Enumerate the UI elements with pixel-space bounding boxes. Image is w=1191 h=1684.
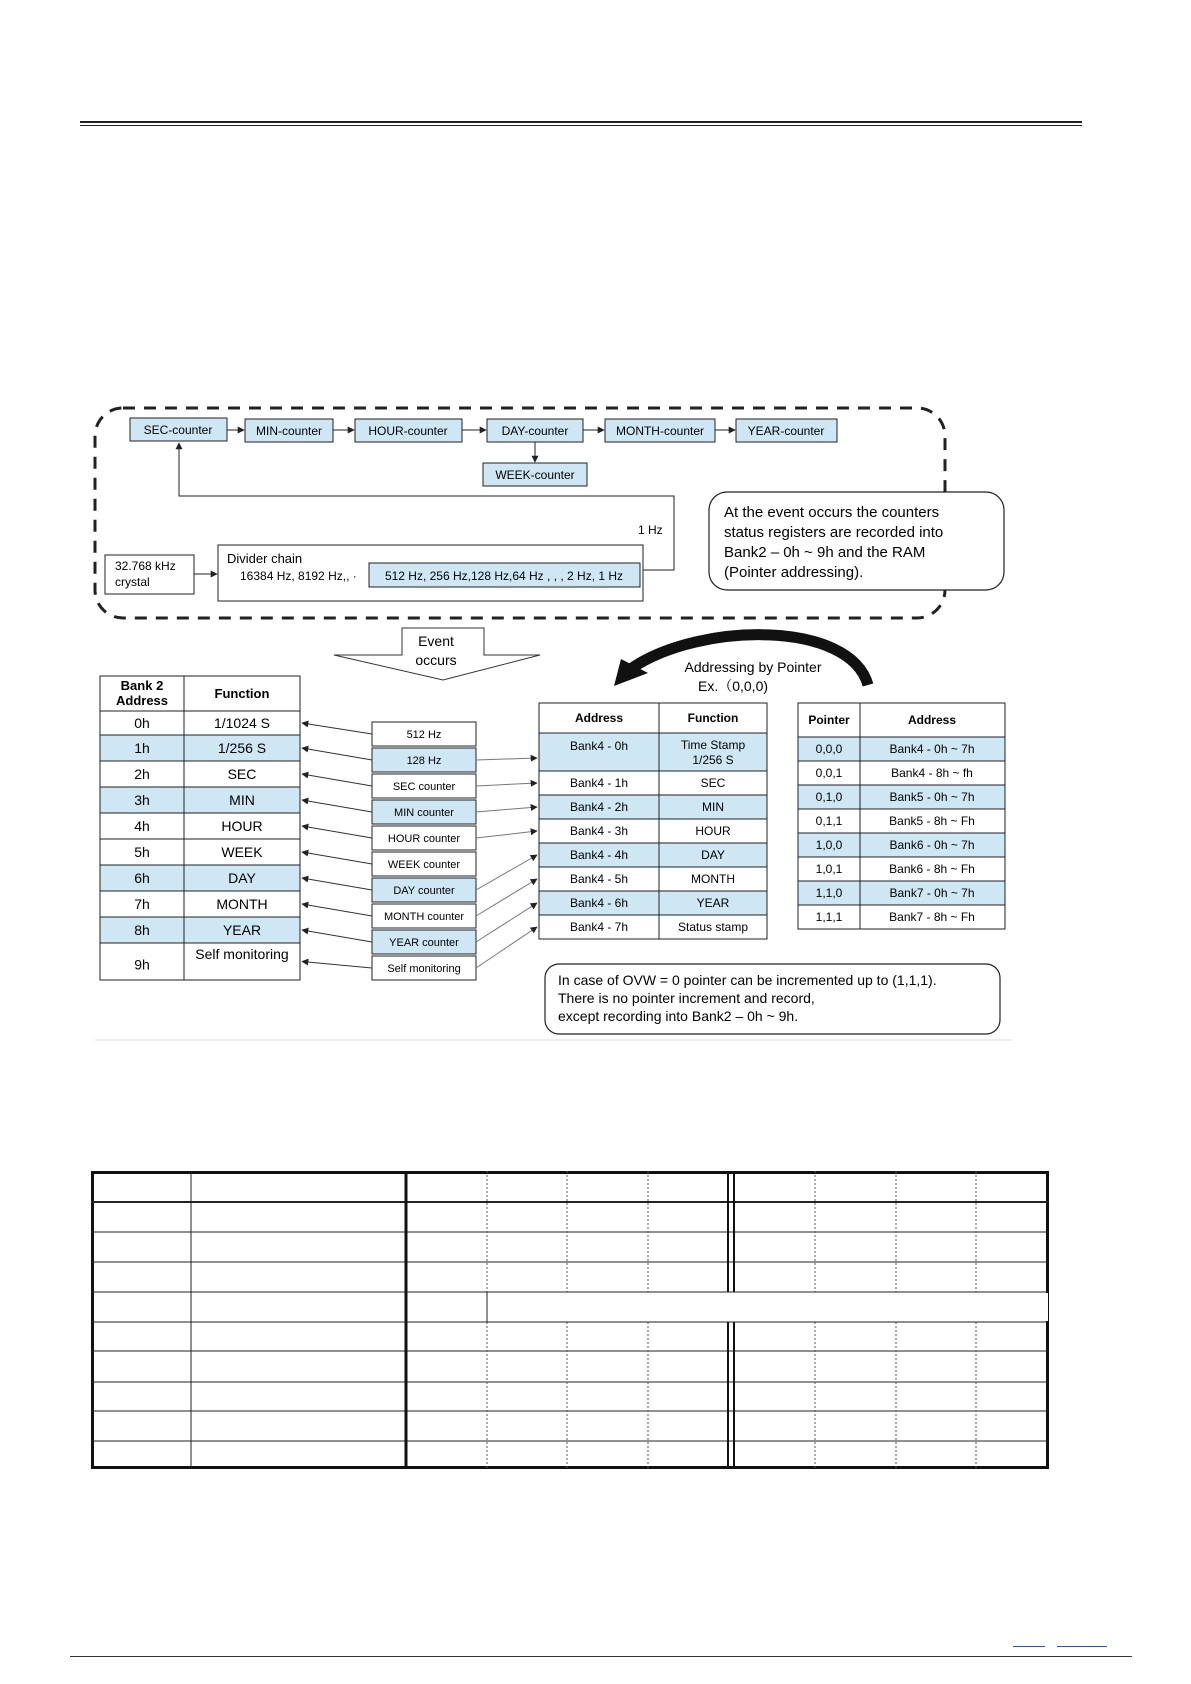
month-counter-label: MONTH-counter (615, 424, 705, 438)
bank4-connector (476, 807, 537, 812)
bank4-header-addr: Address (574, 711, 624, 725)
bank2-addr: 7h (134, 896, 150, 912)
pointer-value: 1,0,0 (815, 838, 843, 852)
pointer-addr: Bank7 - 0h ~ 7h (889, 886, 975, 900)
footer-link-1[interactable] (1013, 1646, 1045, 1647)
pointer-addr: Bank6 - 0h ~ 7h (889, 838, 975, 852)
pointer-addr: Bank7 - 8h ~ Fh (889, 910, 975, 924)
bank2-header-addr1: Bank 2 (120, 678, 164, 693)
bank4-addr: Bank4 - 1h (569, 776, 629, 790)
bank4-func: YEAR (696, 896, 730, 910)
bank4-func: DAY (701, 848, 725, 862)
bank4-addr: Bank4 - 6h (569, 896, 629, 910)
event-note-line2: status registers are recorded into (724, 524, 944, 541)
ovw-note-line1: In case of OVW = 0 pointer can be incremented up to (1,1,1). (558, 972, 937, 988)
event-arrow-line1: Event (418, 633, 454, 649)
bank4-header-func: Function (687, 711, 739, 725)
source-list (372, 722, 476, 980)
divider-freqs: 16384 Hz, 8192 Hz,, · (240, 569, 357, 583)
bank4-func: Time Stamp (680, 738, 746, 752)
bank4-connector (476, 831, 537, 838)
event-note-line1: At the event occurs the counters (724, 504, 940, 521)
event-arrow-line2: occurs (415, 652, 457, 668)
ovw-note-line2: There is no pointer increment and record, (558, 990, 815, 1006)
pointer-value: 0,0,0 (815, 742, 843, 756)
bank2-connector (302, 878, 372, 890)
bank2-addr: 1h (134, 740, 150, 756)
pointer-arrow-line2: Ex.（0,0,0) (697, 678, 769, 694)
bank2-connector (302, 723, 372, 734)
bank4-connector (476, 903, 537, 942)
bank4-func: SEC (700, 776, 726, 790)
source-label: MIN counter (394, 807, 454, 819)
bank2-header-func: Function (214, 686, 270, 701)
year-counter-label: YEAR-counter (747, 424, 825, 438)
bank2-func: SEC (227, 766, 257, 782)
bank2-addr: 6h (134, 870, 150, 886)
pointer-header-ptr: Pointer (808, 713, 850, 727)
source-label: DAY counter (393, 885, 455, 897)
bank2-func: Self monitoring (195, 946, 289, 962)
ovw-note-line3: except recording into Bank2 – 0h ~ 9h. (558, 1008, 799, 1024)
bank4-connector (476, 783, 537, 786)
week-counter-label: WEEK-counter (495, 468, 575, 482)
sec-counter-label: SEC-counter (143, 423, 213, 437)
bank2-addr: 0h (134, 715, 150, 731)
bank2-connector (302, 826, 372, 838)
bank2-addr: 8h (134, 922, 150, 938)
bank4-addr: Bank4 - 7h (569, 920, 629, 934)
bank2-header-addr2: Address (115, 693, 169, 708)
pointer-arrow-line1: Addressing by Pointer (684, 659, 822, 675)
bank2-connector (302, 962, 372, 969)
bank2-connector (302, 930, 372, 942)
bank2-func: WEEK (221, 844, 263, 860)
bank4-table (539, 703, 767, 939)
bank2-func: 1/1024 S (213, 715, 271, 731)
bank4-func: MIN (702, 800, 724, 814)
source-label: Self monitoring (387, 963, 461, 975)
pointer-table (798, 703, 1005, 929)
source-label: HOUR counter (387, 833, 461, 845)
bank2-func: HOUR (221, 818, 263, 834)
bank4-addr: Bank4 - 3h (569, 824, 629, 838)
bank4-connector (476, 758, 537, 760)
bank4-func: HOUR (695, 824, 731, 838)
source-label: WEEK counter (387, 859, 461, 871)
crystal-type: crystal (115, 575, 150, 589)
pointer-value: 1,1,0 (815, 886, 843, 900)
bank2-connector (302, 904, 372, 916)
min-counter-label: MIN-counter (255, 424, 323, 438)
one-hz-label: 1 Hz (638, 523, 663, 537)
bank4-addr: Bank4 - 0h (569, 739, 629, 753)
pointer-value: 1,0,1 (815, 862, 843, 876)
pointer-header-addr: Address (907, 713, 957, 727)
register-grid-table (91, 1171, 1049, 1469)
footer-rule (70, 1656, 1132, 1657)
bank2-connector (302, 774, 372, 786)
event-note-line4: (Pointer addressing). (724, 564, 864, 581)
pointer-value: 0,0,1 (815, 766, 843, 780)
bank4-addr: Bank4 - 5h (569, 872, 629, 886)
grid-merged-cell (488, 1293, 1048, 1321)
bank2-func: MONTH (216, 896, 268, 912)
pointer-value: 0,1,1 (815, 814, 843, 828)
bank4-func: Status stamp (677, 920, 749, 934)
source-label: SEC counter (392, 781, 456, 793)
bank4-func: MONTH (691, 872, 735, 886)
pointer-addr: Bank5 - 0h ~ 7h (889, 790, 975, 804)
divider-highlight: 512 Hz, 256 Hz,128 Hz,64 Hz , , , 2 Hz, 1 Hz (384, 569, 624, 583)
pointer-addr: Bank6 - 8h ~ Fh (889, 862, 975, 876)
footer-link-2[interactable] (1057, 1646, 1107, 1647)
bank4-addr: Bank4 - 2h (569, 800, 629, 814)
pointer-addr: Bank4 - 8h ~ fh (891, 766, 973, 780)
bank2-connector (302, 852, 372, 864)
bank2-connector (302, 800, 372, 812)
bank2-addr: 5h (134, 844, 150, 860)
crystal-freq: 32.768 kHz (115, 559, 176, 573)
hour-counter-label: HOUR-counter (368, 424, 448, 438)
divider-title: Divider chain (227, 551, 303, 566)
bank2-func: MIN (229, 792, 255, 808)
bank2-addr: 4h (134, 818, 150, 834)
bank2-func: 1/256 S (217, 740, 267, 756)
source-label: 512 Hz (406, 729, 442, 741)
bank4-func-sub: 1/256 S (692, 753, 734, 767)
pointer-value: 0,1,0 (815, 790, 843, 804)
bank2-connector (302, 748, 372, 760)
bank2-table (100, 676, 300, 980)
source-label: YEAR counter (389, 937, 459, 949)
bank2-addr: 2h (134, 766, 150, 782)
pointer-value: 1,1,1 (815, 910, 843, 924)
bank4-connector (476, 927, 537, 968)
pointer-addr: Bank4 - 0h ~ 7h (889, 742, 975, 756)
bank4-addr: Bank4 - 4h (569, 848, 629, 862)
source-label: 128 Hz (406, 755, 442, 767)
bank2-addr: 9h (134, 956, 150, 973)
day-counter-label: DAY-counter (501, 424, 569, 438)
event-note-line3: Bank2 – 0h ~ 9h and the RAM (724, 544, 926, 561)
bank2-addr: 3h (134, 792, 150, 808)
pointer-addr: Bank5 - 8h ~ Fh (889, 814, 975, 828)
source-label: MONTH counter (383, 911, 465, 923)
bank2-func: DAY (228, 870, 256, 886)
bank2-func: YEAR (222, 922, 262, 938)
